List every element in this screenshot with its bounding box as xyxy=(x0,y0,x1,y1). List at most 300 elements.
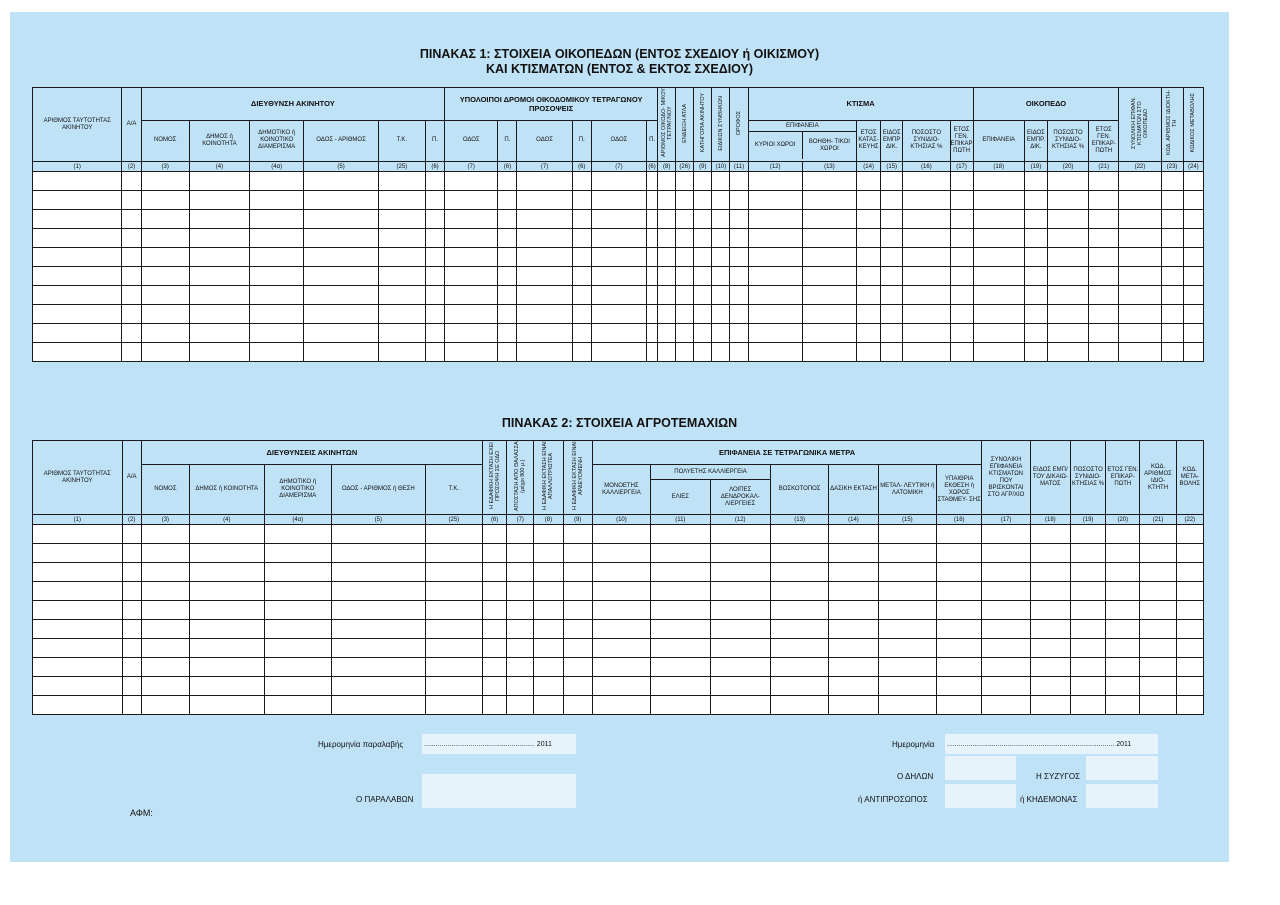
entry-cell[interactable] xyxy=(122,677,141,696)
entry-cell[interactable] xyxy=(1070,696,1105,715)
entry-cell[interactable] xyxy=(264,696,331,715)
entry-cell[interactable] xyxy=(592,601,650,620)
entry-cell[interactable] xyxy=(250,248,304,267)
entry-cell[interactable] xyxy=(572,267,591,286)
entry-cell[interactable] xyxy=(676,343,694,362)
entry-cell[interactable] xyxy=(1176,639,1203,658)
entry-cell[interactable] xyxy=(264,677,331,696)
entry-cell[interactable] xyxy=(903,210,950,229)
entry-cell[interactable] xyxy=(498,343,517,362)
entry-cell[interactable] xyxy=(1176,582,1203,601)
entry-cell[interactable] xyxy=(973,229,1024,248)
entry-cell[interactable] xyxy=(563,620,592,639)
entry-cell[interactable] xyxy=(1161,191,1183,210)
entry-cell[interactable] xyxy=(1070,658,1105,677)
entry-cell[interactable] xyxy=(190,601,265,620)
entry-cell[interactable] xyxy=(950,210,973,229)
entry-cell[interactable] xyxy=(1140,525,1176,544)
entry-cell[interactable] xyxy=(881,229,903,248)
entry-cell[interactable] xyxy=(1047,324,1088,343)
entry-cell[interactable] xyxy=(33,544,123,563)
entry-cell[interactable] xyxy=(973,248,1024,267)
entry-cell[interactable] xyxy=(770,620,828,639)
entry-cell[interactable] xyxy=(572,286,591,305)
entry-cell[interactable] xyxy=(517,210,572,229)
entry-cell[interactable] xyxy=(141,582,189,601)
entry-cell[interactable] xyxy=(445,343,498,362)
entry-cell[interactable] xyxy=(190,677,265,696)
entry-cell[interactable] xyxy=(498,324,517,343)
entry-cell[interactable] xyxy=(507,601,534,620)
entry-cell[interactable] xyxy=(425,544,482,563)
entry-cell[interactable] xyxy=(592,677,650,696)
entry-cell[interactable] xyxy=(483,544,507,563)
entry-cell[interactable] xyxy=(1176,696,1203,715)
entry-cell[interactable] xyxy=(425,639,482,658)
entry-cell[interactable] xyxy=(1119,305,1161,324)
entry-cell[interactable] xyxy=(937,544,982,563)
entry-cell[interactable] xyxy=(331,677,425,696)
entry-cell[interactable] xyxy=(1161,172,1183,191)
entry-cell[interactable] xyxy=(190,620,265,639)
entry-cell[interactable] xyxy=(1119,324,1161,343)
entry-cell[interactable] xyxy=(141,620,189,639)
entry-cell[interactable] xyxy=(141,563,189,582)
entry-cell[interactable] xyxy=(748,343,802,362)
entry-cell[interactable] xyxy=(881,210,903,229)
entry-cell[interactable] xyxy=(903,191,950,210)
entry-cell[interactable] xyxy=(445,248,498,267)
entry-cell[interactable] xyxy=(1070,582,1105,601)
entry-cell[interactable] xyxy=(694,191,712,210)
entry-cell[interactable] xyxy=(1047,172,1088,191)
entry-cell[interactable] xyxy=(676,324,694,343)
entry-cell[interactable] xyxy=(1140,544,1176,563)
entry-cell[interactable] xyxy=(712,248,730,267)
entry-cell[interactable] xyxy=(517,324,572,343)
entry-cell[interactable] xyxy=(331,601,425,620)
entry-cell[interactable] xyxy=(264,544,331,563)
entry-cell[interactable] xyxy=(950,305,973,324)
entry-cell[interactable] xyxy=(730,229,748,248)
entry-cell[interactable] xyxy=(33,696,123,715)
entry-cell[interactable] xyxy=(498,267,517,286)
entry-cell[interactable] xyxy=(378,210,425,229)
entry-cell[interactable] xyxy=(141,601,189,620)
entry-cell[interactable] xyxy=(572,191,591,210)
entry-cell[interactable] xyxy=(903,305,950,324)
entry-cell[interactable] xyxy=(1024,229,1047,248)
entry-cell[interactable] xyxy=(572,229,591,248)
entry-cell[interactable] xyxy=(1089,229,1119,248)
entry-cell[interactable] xyxy=(658,248,676,267)
entry-cell[interactable] xyxy=(591,267,646,286)
entry-cell[interactable] xyxy=(425,191,444,210)
entry-cell[interactable] xyxy=(651,620,710,639)
entry-cell[interactable] xyxy=(937,601,982,620)
entry-cell[interactable] xyxy=(829,525,878,544)
entry-cell[interactable] xyxy=(1024,267,1047,286)
entry-cell[interactable] xyxy=(122,229,141,248)
entry-cell[interactable] xyxy=(748,286,802,305)
entry-cell[interactable] xyxy=(1183,248,1203,267)
entry-cell[interactable] xyxy=(829,563,878,582)
entry-cell[interactable] xyxy=(33,601,123,620)
entry-cell[interactable] xyxy=(694,286,712,305)
entry-cell[interactable] xyxy=(903,172,950,191)
entry-cell[interactable] xyxy=(483,525,507,544)
entry-cell[interactable] xyxy=(982,601,1030,620)
entry-cell[interactable] xyxy=(331,658,425,677)
entry-cell[interactable] xyxy=(1183,324,1203,343)
entry-cell[interactable] xyxy=(694,324,712,343)
entry-cell[interactable] xyxy=(937,525,982,544)
entry-cell[interactable] xyxy=(1161,343,1183,362)
entry-cell[interactable] xyxy=(483,563,507,582)
entry-cell[interactable] xyxy=(710,620,770,639)
entry-cell[interactable] xyxy=(534,658,563,677)
entry-cell[interactable] xyxy=(507,696,534,715)
declarant-signature-field[interactable] xyxy=(945,756,1016,780)
entry-cell[interactable] xyxy=(189,324,249,343)
entry-cell[interactable] xyxy=(517,305,572,324)
entry-cell[interactable] xyxy=(1047,229,1088,248)
entry-cell[interactable] xyxy=(592,525,650,544)
entry-cell[interactable] xyxy=(651,544,710,563)
entry-cell[interactable] xyxy=(425,525,482,544)
entry-cell[interactable] xyxy=(250,286,304,305)
entry-cell[interactable] xyxy=(647,248,658,267)
entry-cell[interactable] xyxy=(712,267,730,286)
entry-cell[interactable] xyxy=(517,286,572,305)
entry-cell[interactable] xyxy=(1089,305,1119,324)
entry-cell[interactable] xyxy=(878,696,936,715)
entry-cell[interactable] xyxy=(1106,563,1140,582)
entry-cell[interactable] xyxy=(829,544,878,563)
entry-cell[interactable] xyxy=(507,544,534,563)
entry-cell[interactable] xyxy=(498,210,517,229)
entry-cell[interactable] xyxy=(572,172,591,191)
entry-cell[interactable] xyxy=(748,324,802,343)
entry-cell[interactable] xyxy=(331,563,425,582)
entry-cell[interactable] xyxy=(250,229,304,248)
entry-cell[interactable] xyxy=(878,620,936,639)
entry-cell[interactable] xyxy=(304,210,378,229)
entry-cell[interactable] xyxy=(802,248,856,267)
entry-cell[interactable] xyxy=(651,639,710,658)
entry-cell[interactable] xyxy=(1183,305,1203,324)
entry-cell[interactable] xyxy=(829,582,878,601)
entry-cell[interactable] xyxy=(1140,639,1176,658)
entry-cell[interactable] xyxy=(1183,191,1203,210)
entry-cell[interactable] xyxy=(189,267,249,286)
entry-cell[interactable] xyxy=(1106,525,1140,544)
entry-cell[interactable] xyxy=(710,563,770,582)
entry-cell[interactable] xyxy=(1119,286,1161,305)
entry-cell[interactable] xyxy=(1119,191,1161,210)
entry-cell[interactable] xyxy=(802,172,856,191)
entry-cell[interactable] xyxy=(710,639,770,658)
entry-cell[interactable] xyxy=(712,172,730,191)
entry-cell[interactable] xyxy=(1140,601,1176,620)
entry-cell[interactable] xyxy=(264,639,331,658)
entry-cell[interactable] xyxy=(141,343,189,362)
entry-cell[interactable] xyxy=(189,286,249,305)
entry-cell[interactable] xyxy=(189,343,249,362)
entry-cell[interactable] xyxy=(1140,582,1176,601)
entry-cell[interactable] xyxy=(829,658,878,677)
entry-cell[interactable] xyxy=(1183,267,1203,286)
entry-cell[interactable] xyxy=(1119,229,1161,248)
entry-cell[interactable] xyxy=(534,544,563,563)
entry-cell[interactable] xyxy=(507,525,534,544)
entry-cell[interactable] xyxy=(878,525,936,544)
entry-cell[interactable] xyxy=(304,343,378,362)
entry-cell[interactable] xyxy=(445,305,498,324)
entry-cell[interactable] xyxy=(748,172,802,191)
entry-cell[interactable] xyxy=(748,191,802,210)
entry-cell[interactable] xyxy=(483,601,507,620)
entry-cell[interactable] xyxy=(33,639,123,658)
entry-cell[interactable] xyxy=(658,191,676,210)
entry-cell[interactable] xyxy=(1030,696,1070,715)
entry-cell[interactable] xyxy=(591,343,646,362)
entry-cell[interactable] xyxy=(592,563,650,582)
entry-cell[interactable] xyxy=(33,191,122,210)
entry-cell[interactable] xyxy=(563,582,592,601)
entry-cell[interactable] xyxy=(517,248,572,267)
entry-cell[interactable] xyxy=(950,267,973,286)
entry-cell[interactable] xyxy=(425,563,482,582)
entry-cell[interactable] xyxy=(1024,191,1047,210)
entry-cell[interactable] xyxy=(250,324,304,343)
entry-cell[interactable] xyxy=(770,525,828,544)
entry-cell[interactable] xyxy=(1176,677,1203,696)
entry-cell[interactable] xyxy=(651,677,710,696)
entry-cell[interactable] xyxy=(425,582,482,601)
entry-cell[interactable] xyxy=(33,324,122,343)
entry-cell[interactable] xyxy=(694,248,712,267)
entry-cell[interactable] xyxy=(748,210,802,229)
entry-cell[interactable] xyxy=(331,582,425,601)
entry-cell[interactable] xyxy=(748,248,802,267)
entry-cell[interactable] xyxy=(903,229,950,248)
entry-cell[interactable] xyxy=(973,191,1024,210)
entry-cell[interactable] xyxy=(122,639,141,658)
entry-cell[interactable] xyxy=(592,620,650,639)
entry-cell[interactable] xyxy=(1024,172,1047,191)
entry-cell[interactable] xyxy=(710,677,770,696)
entry-cell[interactable] xyxy=(647,172,658,191)
entry-cell[interactable] xyxy=(33,677,123,696)
entry-cell[interactable] xyxy=(122,658,141,677)
entry-cell[interactable] xyxy=(802,229,856,248)
entry-cell[interactable] xyxy=(141,544,189,563)
entry-cell[interactable] xyxy=(1047,343,1088,362)
entry-cell[interactable] xyxy=(189,191,249,210)
entry-cell[interactable] xyxy=(658,305,676,324)
entry-cell[interactable] xyxy=(250,267,304,286)
entry-cell[interactable] xyxy=(1183,286,1203,305)
entry-cell[interactable] xyxy=(881,343,903,362)
entry-cell[interactable] xyxy=(647,229,658,248)
entry-cell[interactable] xyxy=(647,343,658,362)
entry-cell[interactable] xyxy=(1119,172,1161,191)
entry-cell[interactable] xyxy=(563,696,592,715)
entry-cell[interactable] xyxy=(591,305,646,324)
entry-cell[interactable] xyxy=(190,582,265,601)
entry-cell[interactable] xyxy=(710,525,770,544)
entry-cell[interactable] xyxy=(122,343,141,362)
entry-cell[interactable] xyxy=(1140,563,1176,582)
entry-cell[interactable] xyxy=(425,601,482,620)
entry-cell[interactable] xyxy=(425,210,444,229)
entry-cell[interactable] xyxy=(445,229,498,248)
entry-cell[interactable] xyxy=(563,601,592,620)
entry-cell[interactable] xyxy=(591,248,646,267)
entry-cell[interactable] xyxy=(141,267,189,286)
entry-cell[interactable] xyxy=(1106,677,1140,696)
entry-cell[interactable] xyxy=(1089,343,1119,362)
entry-cell[interactable] xyxy=(264,525,331,544)
entry-cell[interactable] xyxy=(647,305,658,324)
entry-cell[interactable] xyxy=(122,544,141,563)
entry-cell[interactable] xyxy=(973,343,1024,362)
entry-cell[interactable] xyxy=(1047,210,1088,229)
entry-cell[interactable] xyxy=(534,677,563,696)
entry-cell[interactable] xyxy=(425,248,444,267)
entry-cell[interactable] xyxy=(190,544,265,563)
entry-cell[interactable] xyxy=(802,305,856,324)
entry-cell[interactable] xyxy=(563,544,592,563)
entry-cell[interactable] xyxy=(1089,267,1119,286)
entry-cell[interactable] xyxy=(483,639,507,658)
entry-cell[interactable] xyxy=(1089,210,1119,229)
entry-cell[interactable] xyxy=(1161,248,1183,267)
entry-cell[interactable] xyxy=(950,324,973,343)
entry-cell[interactable] xyxy=(1024,324,1047,343)
entry-cell[interactable] xyxy=(829,696,878,715)
entry-cell[interactable] xyxy=(483,677,507,696)
entry-cell[interactable] xyxy=(1089,324,1119,343)
entry-cell[interactable] xyxy=(33,229,122,248)
entry-cell[interactable] xyxy=(658,324,676,343)
entry-cell[interactable] xyxy=(190,658,265,677)
entry-cell[interactable] xyxy=(982,677,1030,696)
entry-cell[interactable] xyxy=(829,620,878,639)
entry-cell[interactable] xyxy=(122,620,141,639)
entry-cell[interactable] xyxy=(710,658,770,677)
entry-cell[interactable] xyxy=(1106,544,1140,563)
entry-cell[interactable] xyxy=(122,286,141,305)
entry-cell[interactable] xyxy=(1030,582,1070,601)
entry-cell[interactable] xyxy=(141,658,189,677)
entry-cell[interactable] xyxy=(878,639,936,658)
entry-cell[interactable] xyxy=(1119,210,1161,229)
entry-cell[interactable] xyxy=(507,677,534,696)
entry-cell[interactable] xyxy=(1070,563,1105,582)
entry-cell[interactable] xyxy=(950,191,973,210)
entry-cell[interactable] xyxy=(770,582,828,601)
entry-cell[interactable] xyxy=(425,286,444,305)
entry-cell[interactable] xyxy=(517,172,572,191)
entry-cell[interactable] xyxy=(425,696,482,715)
entry-cell[interactable] xyxy=(534,525,563,544)
entry-cell[interactable] xyxy=(250,172,304,191)
entry-cell[interactable] xyxy=(903,343,950,362)
entry-cell[interactable] xyxy=(1161,286,1183,305)
entry-cell[interactable] xyxy=(517,267,572,286)
entry-cell[interactable] xyxy=(425,267,444,286)
entry-cell[interactable] xyxy=(676,172,694,191)
entry-cell[interactable] xyxy=(937,620,982,639)
entry-cell[interactable] xyxy=(33,210,122,229)
entry-cell[interactable] xyxy=(730,267,748,286)
entry-cell[interactable] xyxy=(122,172,141,191)
entry-cell[interactable] xyxy=(445,267,498,286)
entry-cell[interactable] xyxy=(857,229,881,248)
entry-cell[interactable] xyxy=(304,191,378,210)
entry-cell[interactable] xyxy=(878,563,936,582)
entry-cell[interactable] xyxy=(445,210,498,229)
entry-cell[interactable] xyxy=(878,601,936,620)
entry-cell[interactable] xyxy=(676,305,694,324)
entry-cell[interactable] xyxy=(802,343,856,362)
entry-cell[interactable] xyxy=(857,305,881,324)
entry-cell[interactable] xyxy=(651,658,710,677)
entry-cell[interactable] xyxy=(770,639,828,658)
entry-cell[interactable] xyxy=(748,305,802,324)
entry-cell[interactable] xyxy=(730,210,748,229)
entry-cell[interactable] xyxy=(304,248,378,267)
entry-cell[interactable] xyxy=(730,343,748,362)
entry-cell[interactable] xyxy=(572,210,591,229)
entry-cell[interactable] xyxy=(534,582,563,601)
entry-cell[interactable] xyxy=(1106,601,1140,620)
entry-cell[interactable] xyxy=(483,658,507,677)
entry-cell[interactable] xyxy=(1089,248,1119,267)
entry-cell[interactable] xyxy=(878,544,936,563)
entry-cell[interactable] xyxy=(378,305,425,324)
entry-cell[interactable] xyxy=(982,582,1030,601)
entry-cell[interactable] xyxy=(33,620,123,639)
entry-cell[interactable] xyxy=(676,286,694,305)
entry-cell[interactable] xyxy=(676,248,694,267)
entry-cell[interactable] xyxy=(651,563,710,582)
entry-cell[interactable] xyxy=(1024,248,1047,267)
entry-cell[interactable] xyxy=(122,582,141,601)
entry-cell[interactable] xyxy=(982,658,1030,677)
entry-cell[interactable] xyxy=(857,267,881,286)
entry-cell[interactable] xyxy=(1140,696,1176,715)
entry-cell[interactable] xyxy=(264,582,331,601)
entry-cell[interactable] xyxy=(1047,267,1088,286)
entry-cell[interactable] xyxy=(572,305,591,324)
representative-signature-field[interactable] xyxy=(945,784,1016,808)
entry-cell[interactable] xyxy=(878,582,936,601)
entry-cell[interactable] xyxy=(304,286,378,305)
entry-cell[interactable] xyxy=(802,324,856,343)
entry-cell[interactable] xyxy=(950,172,973,191)
entry-cell[interactable] xyxy=(141,696,189,715)
entry-cell[interactable] xyxy=(1176,525,1203,544)
entry-cell[interactable] xyxy=(1176,563,1203,582)
entry-cell[interactable] xyxy=(331,544,425,563)
entry-cell[interactable] xyxy=(445,324,498,343)
entry-cell[interactable] xyxy=(1070,677,1105,696)
entry-cell[interactable] xyxy=(857,286,881,305)
entry-cell[interactable] xyxy=(712,191,730,210)
